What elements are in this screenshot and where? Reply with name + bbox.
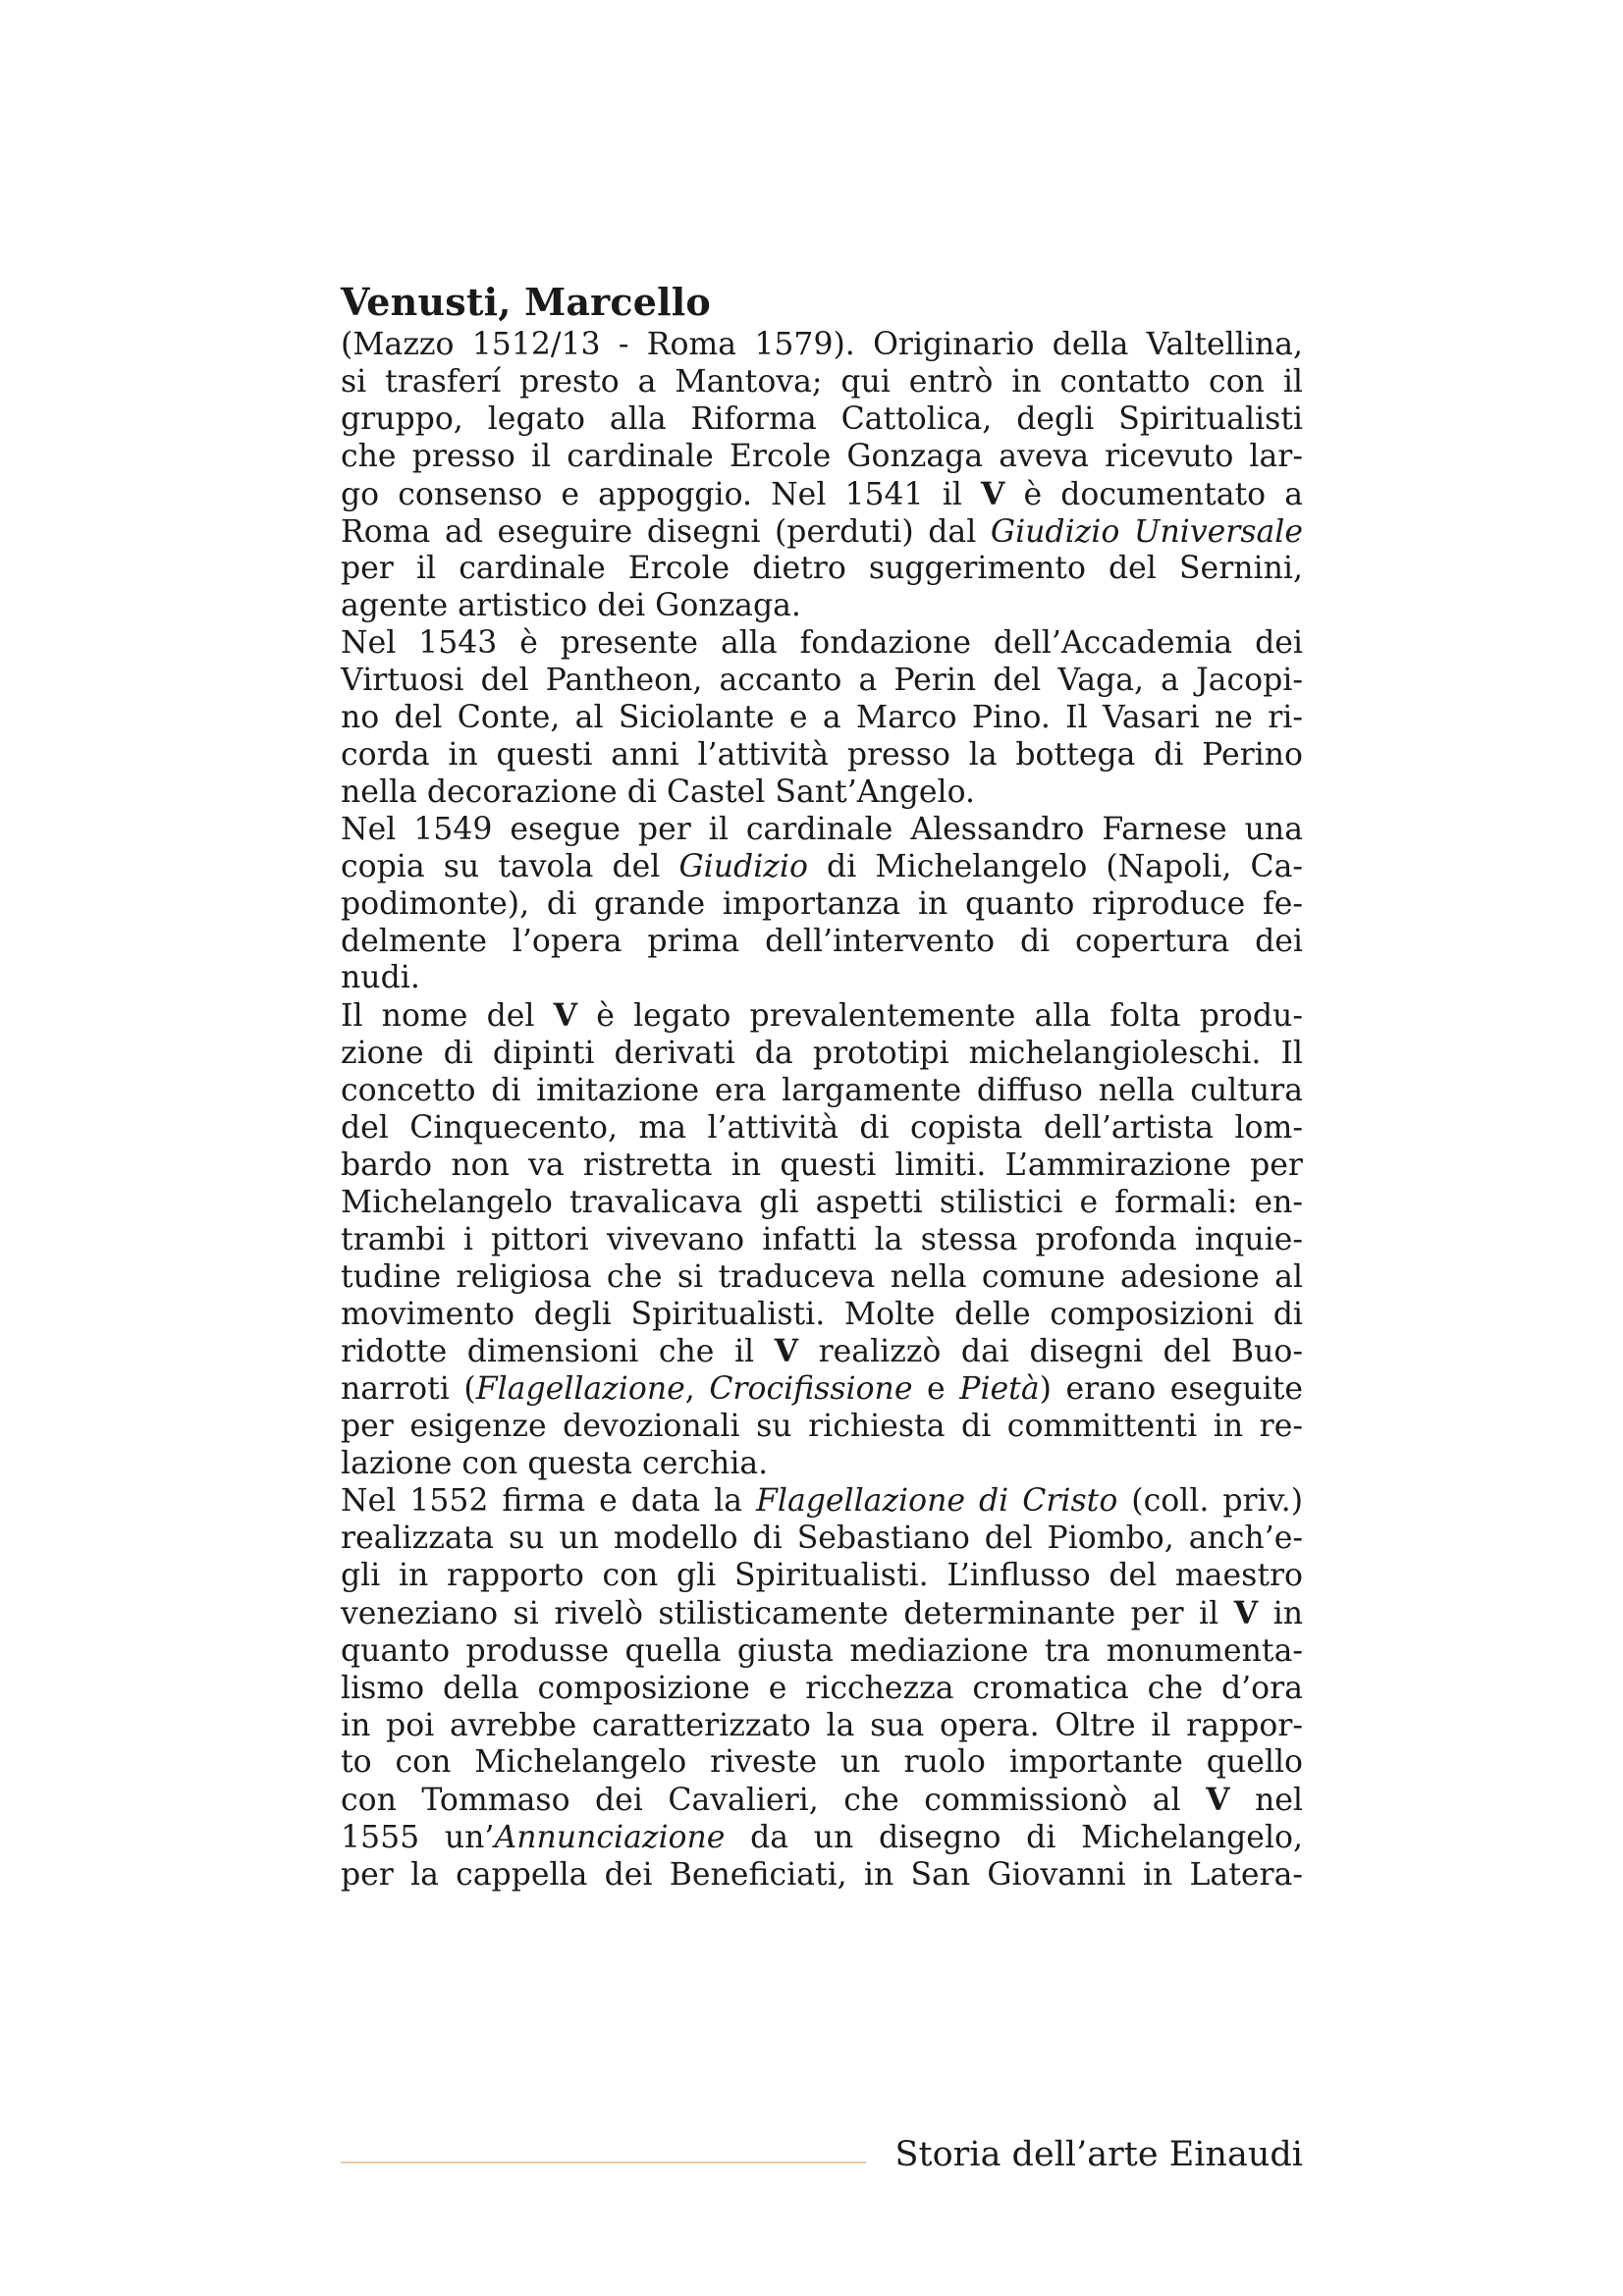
- text-line: [341, 1409, 1303, 1446]
- text-line: [341, 1446, 1303, 1483]
- text-run: tudine religiosa che si traduceva nella comune adesione al: [341, 1258, 1303, 1295]
- text-line: [341, 1259, 1303, 1297]
- text-line: [341, 1333, 1303, 1371]
- text-run: nel: [1229, 1783, 1303, 1819]
- text-run: to con Michelangelo riveste un ruolo importante quello: [341, 1744, 1303, 1781]
- text-run: veneziano si rivelò stilisticamente determinante per il: [341, 1595, 1234, 1631]
- text-run: per il cardinale Ercole dietro suggerimento del Sernini,: [341, 551, 1303, 587]
- text-run: movimento degli Spiritualisti. Molte delle composizioni di: [341, 1296, 1303, 1332]
- text-run: che presso il cardinale Ercole Gonzaga aveva ricevuto lar-: [341, 438, 1303, 474]
- text-line: [341, 812, 1303, 849]
- text-line: [341, 588, 1303, 625]
- text-run: per la cappella dei Beneficiati, in San Giovanni in Latera-: [341, 1857, 1303, 1894]
- text-run: nudi.: [341, 960, 420, 996]
- text-line: [341, 327, 1303, 364]
- text-line: [341, 997, 1303, 1036]
- text-line: [341, 1857, 1303, 1895]
- text-run: bardo non va ristretta in questi limiti. L’ammirazione per: [341, 1147, 1303, 1183]
- text-run: ridotte dimensioni che il: [341, 1334, 775, 1370]
- text-run: Nel 1552 firma e data la: [341, 1483, 757, 1520]
- entry-abbreviation: V: [774, 1333, 799, 1370]
- text-line: [341, 1671, 1303, 1708]
- text-line: [341, 1633, 1303, 1671]
- text-run: nella decorazione di Castel Sant’Angelo.: [341, 774, 976, 810]
- text-run: go consenso e appoggio. Nel 1541 il: [341, 476, 981, 512]
- page-footer: [341, 2128, 1303, 2187]
- text-line: [341, 663, 1303, 700]
- text-line: [341, 1073, 1303, 1110]
- text-run: per esigenze devozionali su richiesta di committenti in re-: [341, 1409, 1303, 1445]
- text-run: copia su tavola del: [341, 848, 679, 884]
- text-line: [341, 439, 1303, 476]
- entry-abbreviation: V: [980, 475, 1005, 512]
- text-run: è documentato a: [1004, 476, 1303, 512]
- text-line: [341, 1110, 1303, 1148]
- text-line: [341, 1148, 1303, 1185]
- text-run: narroti (: [341, 1371, 476, 1408]
- text-run: e: [912, 1371, 960, 1408]
- text-line: [341, 476, 1303, 514]
- text-line: [341, 774, 1303, 812]
- text-run: in: [1258, 1595, 1304, 1631]
- text-line: [341, 1782, 1303, 1820]
- footer-rule: [341, 2162, 866, 2163]
- text-run: agente artistico dei Gonzaga.: [341, 588, 801, 624]
- text-line: [341, 551, 1303, 588]
- text-run: del Cinquecento, ma l’attività di copista dell’artista lom-: [341, 1110, 1303, 1147]
- footer-publisher: Storia dell’arte Einaudi: [894, 2135, 1303, 2174]
- text-line: [341, 1297, 1303, 1334]
- text-run: Michelangelo travalicava gli aspetti stilistici e formali: en-: [341, 1184, 1303, 1220]
- artwork-title: Crocifissione: [709, 1371, 913, 1408]
- text-run: si trasferí presto a Mantova; qui entrò in contatto con il: [341, 363, 1303, 400]
- text-line: [341, 1222, 1303, 1259]
- text-line: [341, 1744, 1303, 1782]
- text-run: 1555 un’: [341, 1820, 495, 1856]
- entry-title: Venusti, Marcello: [341, 280, 711, 324]
- text-line: [341, 1708, 1303, 1745]
- entry-abbreviation: V: [1233, 1594, 1259, 1631]
- text-run: ) erano eseguite: [1039, 1371, 1304, 1408]
- text-run: con Tommaso dei Cavalieri, che commissionò al: [341, 1783, 1207, 1819]
- text-run: Virtuosi del Pantheon, accanto a Perin del Vaga, a Jacopi-: [341, 663, 1303, 699]
- text-line: [341, 1036, 1303, 1073]
- text-line: [341, 1483, 1303, 1521]
- text-line: [341, 364, 1303, 401]
- text-line: [341, 1185, 1303, 1222]
- text-run: delmente l’opera prima dell’intervento di copertura dei: [341, 923, 1303, 959]
- text-run: Nel 1549 esegue per il cardinale Alessandro Farnese una: [341, 811, 1303, 847]
- text-run: da un disegno di Michelangelo,: [725, 1820, 1304, 1856]
- text-run: realizzò dai disegni del Buo-: [798, 1334, 1303, 1370]
- text-line: [341, 1595, 1303, 1633]
- text-line: [341, 1371, 1303, 1409]
- text-run: no del Conte, al Siciolante e a Marco Pino. Il Vasari ne ri-: [341, 700, 1303, 736]
- text-run: Il nome del: [341, 998, 554, 1035]
- text-line: [341, 849, 1303, 886]
- entry-abbreviation: V: [553, 997, 578, 1035]
- text-run: realizzata su un modello di Sebastiano del Piombo, anch’e-: [341, 1521, 1303, 1556]
- entry-body: [341, 327, 1303, 1895]
- text-run: lismo della composizione e ricchezza cromatica che d’ora: [341, 1670, 1303, 1706]
- artwork-title: Flagellazione di Cristo: [756, 1483, 1118, 1520]
- text-run: podimonte), di grande importanza in quanto riproduce fe-: [341, 885, 1303, 922]
- artwork-title: Giudizio Universale: [990, 513, 1303, 550]
- text-line: [341, 960, 1303, 997]
- text-line: [341, 700, 1303, 737]
- text-line: [341, 924, 1303, 961]
- text-run: gruppo, legato alla Riforma Cattolica, degli Spiritualisti: [341, 400, 1303, 437]
- text-run: trambi i pittori vivevano infatti la stessa profonda inquie-: [341, 1221, 1303, 1257]
- text-run: (Mazzo 1512/13 - Roma 1579). Originario della Valtellina,: [341, 327, 1303, 362]
- text-line: [341, 1521, 1303, 1558]
- text-run: concetto di imitazione era largamente diffuso nella cultura: [341, 1073, 1303, 1109]
- text-line: [341, 1820, 1303, 1857]
- text-run: in poi avrebbe caratterizzato la sua opera. Oltre il rappor-: [341, 1707, 1303, 1743]
- text-run: Nel 1543 è presente alla fondazione dell’Accademia dei: [341, 625, 1303, 662]
- text-run: ,: [684, 1371, 710, 1408]
- text-run: di Michelangelo (Napoli, Ca-: [807, 848, 1303, 884]
- text-line: [341, 886, 1303, 924]
- text-run: Roma ad eseguire disegni (perduti) dal: [341, 513, 991, 550]
- text-line: [341, 514, 1303, 552]
- artwork-title: Annunciazione: [494, 1820, 726, 1856]
- artwork-title: Pietà: [959, 1371, 1040, 1408]
- text-run: lazione con questa cerchia.: [341, 1446, 769, 1482]
- artwork-title: Flagellazione: [475, 1371, 685, 1408]
- text-run: corda in questi anni l’attività presso la bottega di Perino: [341, 736, 1303, 773]
- text-run: zione di dipinti derivati da prototipi michelangioleschi. Il: [341, 1036, 1303, 1072]
- text-run: è legato prevalentemente alla folta produ-: [577, 998, 1303, 1035]
- text-run: gli in rapporto con gli Spiritualisti. L’influsso del maestro: [341, 1557, 1303, 1593]
- text-line: [341, 737, 1303, 774]
- text-run: (coll. priv.): [1117, 1483, 1303, 1520]
- text-line: [341, 625, 1303, 663]
- text-line: [341, 1558, 1303, 1595]
- entry-abbreviation: V: [1206, 1782, 1230, 1819]
- text-line: [341, 401, 1303, 439]
- artwork-title: Giudizio: [678, 848, 808, 884]
- text-run: quanto produsse quella giusta mediazione tra monumenta-: [341, 1632, 1303, 1669]
